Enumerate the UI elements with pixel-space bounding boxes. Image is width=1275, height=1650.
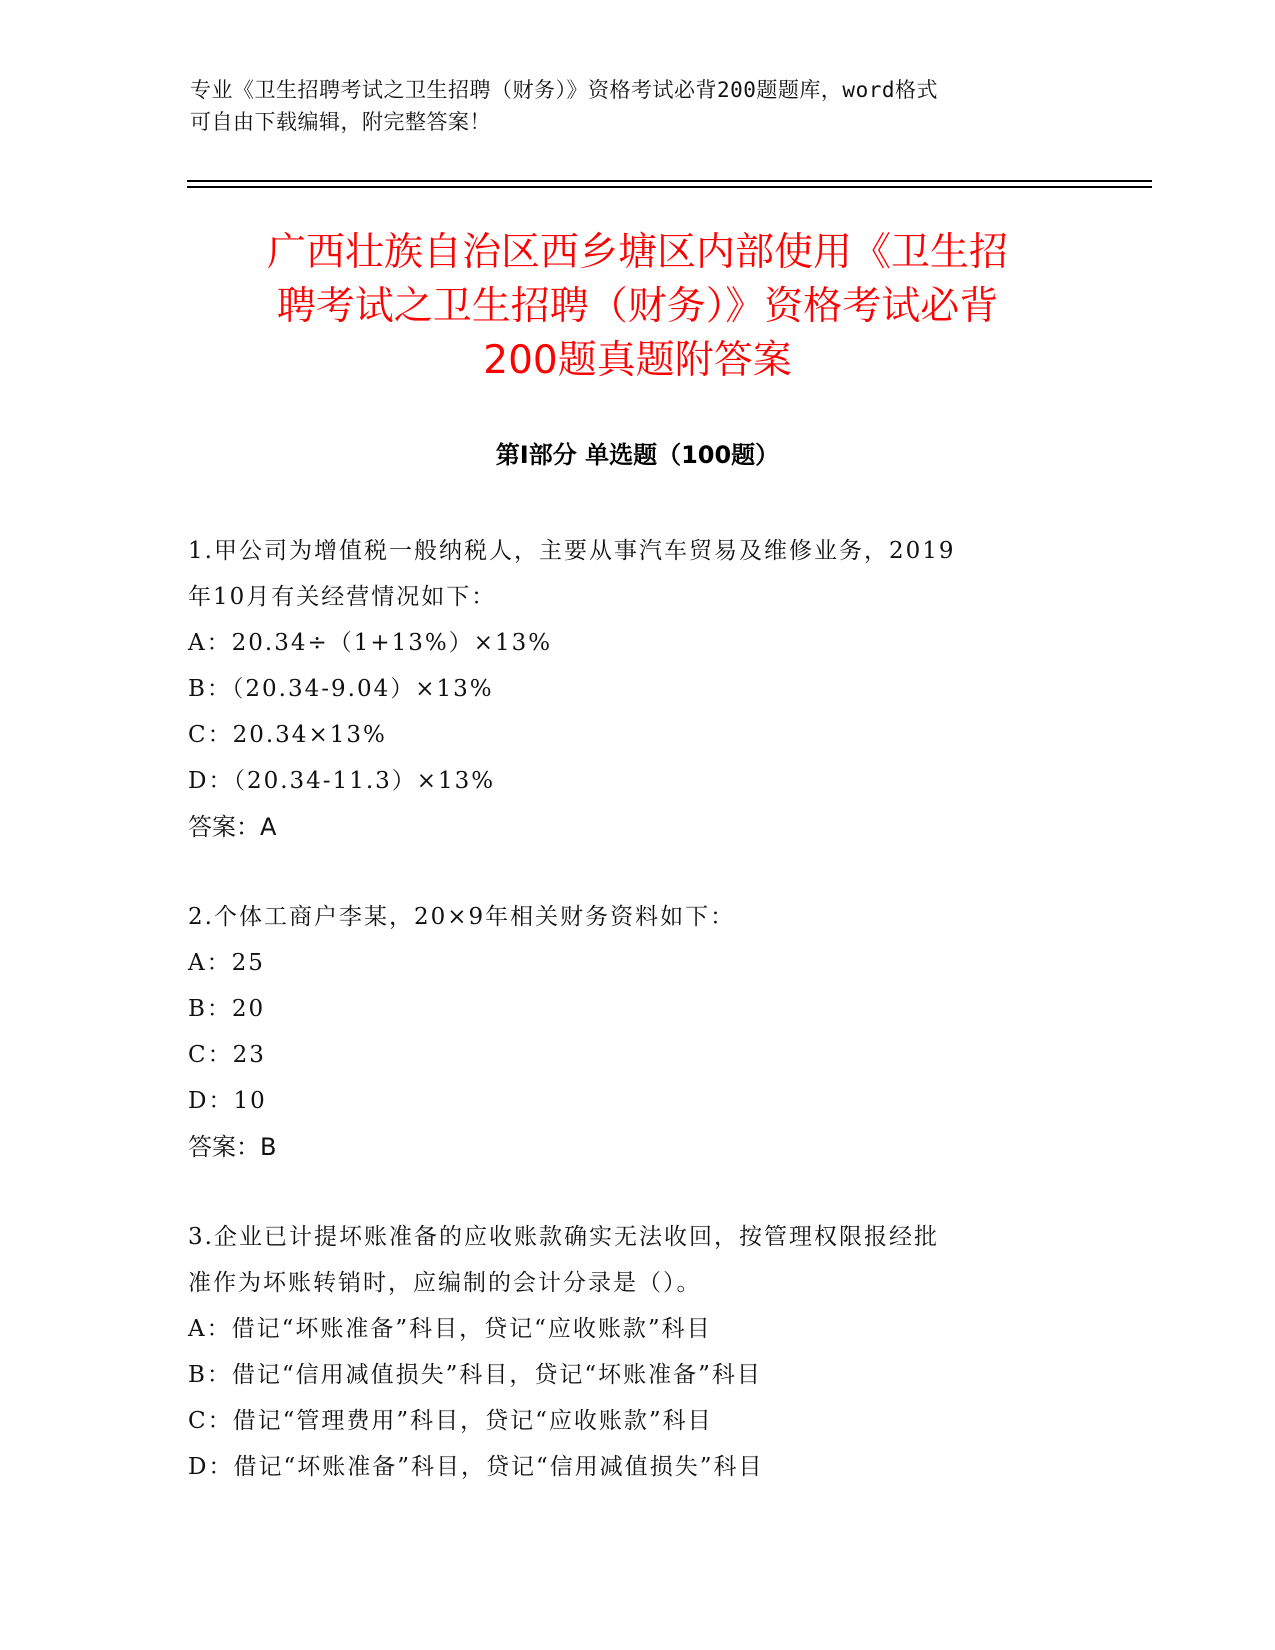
- option-b: B：借记“信用减值损失”科目，贷记“坏账准备”科目: [188, 1362, 762, 1388]
- document-title: [140, 226, 1135, 388]
- question-spacer: [188, 850, 1088, 894]
- question-1: [188, 528, 1088, 850]
- header-note-line-2: 可自由下载编辑，附完整答案！: [190, 110, 491, 134]
- header-note-line-1: 专业《卫生招聘考试之卫生招聘（财务）》资格考试必背200题题库，word格式: [190, 78, 938, 102]
- question-stem: 准作为坏账转销时，应编制的会计分录是（）。: [188, 1270, 702, 1296]
- option-c: C：23: [188, 1042, 266, 1068]
- answer: 答案：A: [188, 813, 277, 841]
- section-heading: 第Ⅰ部分 单选题（100题）: [495, 441, 780, 469]
- option-c: C：借记“管理费用”科目，贷记“应收账款”科目: [188, 1408, 713, 1434]
- question-2: [188, 894, 1088, 1170]
- header-divider-top: [187, 180, 1152, 182]
- question-3: [188, 1214, 1088, 1490]
- option-a: A：25: [188, 950, 265, 976]
- question-spacer: [188, 1170, 1088, 1214]
- header-note: [190, 74, 1090, 138]
- document-title-line-1: 广西壮族自治区西乡塘区内部使用《卫生招: [266, 230, 1008, 275]
- option-c: C：20.34×13%: [188, 722, 387, 748]
- option-d: D：借记“坏账准备”科目，贷记“信用减值损失”科目: [188, 1454, 764, 1480]
- question-stem: 2.个体工商户李某，20×9年相关财务资料如下：: [188, 904, 736, 930]
- option-a: A：借记“坏账准备”科目，贷记“应收账款”科目: [188, 1316, 712, 1342]
- option-b: B：20: [188, 996, 266, 1022]
- option-a: A：20.34÷（1+13%）×13%: [188, 630, 553, 656]
- option-b: B：（20.34-9.04）×13%: [188, 676, 494, 702]
- document-title-line-2: 聘考试之卫生招聘（财务）》资格考试必背: [276, 284, 999, 329]
- question-stem: 3.企业已计提坏账准备的应收账款确实无法收回，按管理权限报经批: [188, 1224, 939, 1250]
- option-d: D：（20.34-11.3）×13%: [188, 768, 496, 794]
- question-list: [188, 528, 1088, 1490]
- document-title-line-3: 200题真题附答案: [483, 338, 792, 383]
- answer: 答案：B: [188, 1133, 277, 1161]
- question-stem: 年10月有关经营情况如下：: [188, 584, 497, 610]
- option-d: D：10: [188, 1088, 267, 1114]
- header-divider-bottom: [187, 186, 1152, 188]
- question-stem: 1.甲公司为增值税一般纳税人，主要从事汽车贸易及维修业务，2019: [188, 538, 956, 564]
